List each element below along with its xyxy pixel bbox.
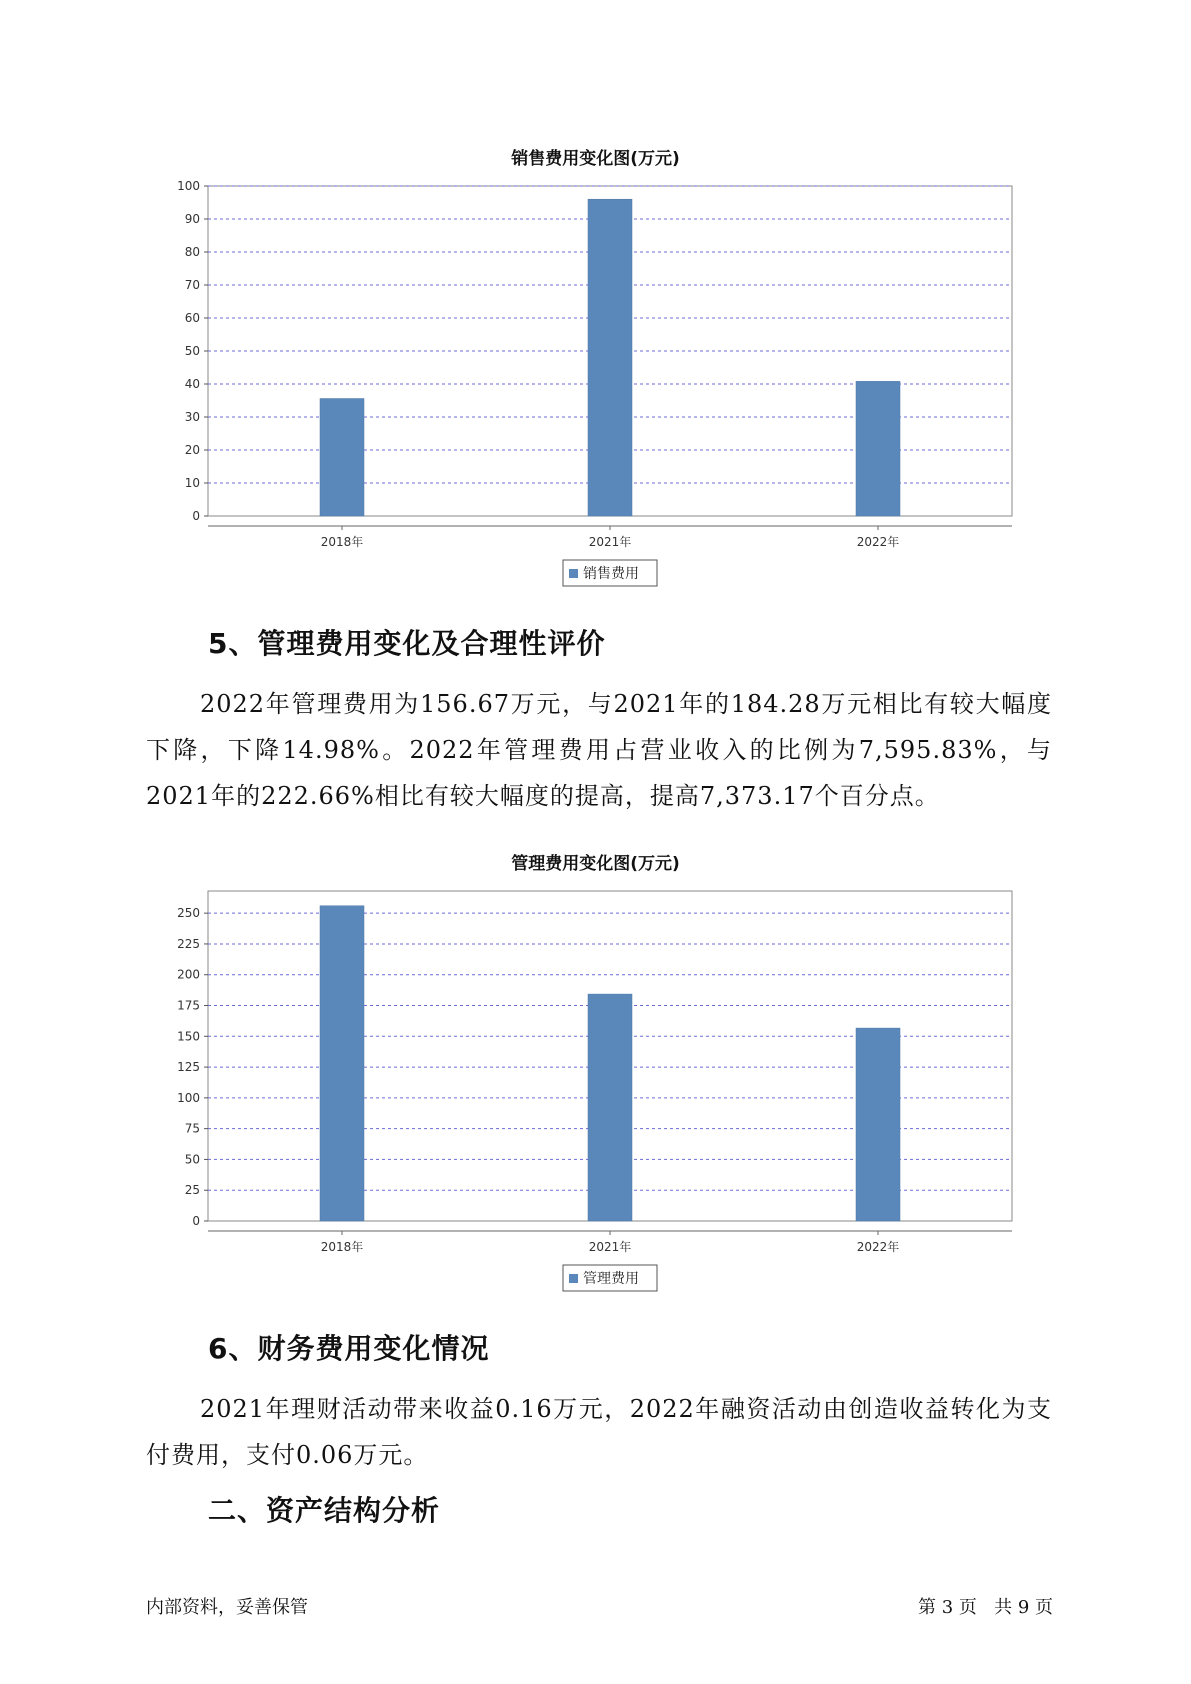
y-tick-label: 50 — [184, 1152, 200, 1167]
y-tick-label: 50 — [184, 344, 200, 358]
bar-2018年 — [320, 906, 364, 1221]
admin-expense-chart — [0, 875, 1191, 1295]
y-tick-label: 100 — [177, 1090, 200, 1105]
bar-2022年 — [856, 381, 900, 516]
legend-label: 管理费用 — [583, 1271, 639, 1287]
section-6-heading: 6、财务费用变化情况 — [208, 1332, 490, 1365]
footer-page-number: 第 3 页 共 9 页 — [918, 1597, 1053, 1618]
y-tick-label: 70 — [184, 278, 200, 292]
bar-2021年 — [588, 994, 632, 1221]
x-tick-label: 2022年 — [856, 535, 900, 549]
sales-expense-chart — [0, 170, 1191, 590]
bar-2021年 — [588, 199, 632, 516]
admin-expense-chart-title: 管理费用变化图(万元) — [511, 854, 680, 874]
section-5-heading: 5、管理费用变化及合理性评价 — [208, 627, 606, 660]
legend-swatch — [569, 569, 578, 578]
y-tick-label: 125 — [177, 1060, 200, 1075]
legend-label: 销售费用 — [583, 566, 639, 582]
bar-2022年 — [856, 1028, 900, 1221]
x-tick-label: 2021年 — [588, 535, 632, 549]
y-tick-label: 90 — [184, 212, 200, 226]
section-two-heading: 二、资产结构分析 — [208, 1494, 441, 1527]
y-tick-label: 0 — [192, 509, 200, 523]
y-tick-label: 100 — [177, 179, 200, 193]
x-tick-label: 2018年 — [320, 1240, 364, 1254]
y-tick-label: 25 — [184, 1183, 200, 1198]
footer-confidential-note: 内部资料，妥善保管 — [146, 1597, 308, 1618]
x-tick-label: 2021年 — [588, 1240, 632, 1254]
x-tick-label: 2022年 — [856, 1240, 900, 1254]
legend-swatch — [569, 1274, 578, 1283]
x-tick-label: 2018年 — [320, 535, 364, 549]
y-tick-label: 30 — [184, 410, 200, 424]
section-6-paragraph: 2021年理财活动带来收益0.16万元，2022年融资活动由创造收益转化为支付费用，支付0.06万元。 — [146, 1395, 1052, 1469]
y-tick-label: 20 — [184, 443, 200, 457]
sales-expense-chart-title: 销售费用变化图(万元) — [511, 149, 680, 169]
y-tick-label: 250 — [177, 906, 200, 921]
y-tick-label: 175 — [177, 998, 200, 1013]
y-tick-label: 40 — [184, 377, 200, 391]
y-tick-label: 225 — [177, 936, 200, 951]
bar-2018年 — [320, 399, 364, 516]
y-tick-label: 200 — [177, 967, 200, 982]
section-5-paragraph: 2022年管理费用为156.67万元，与2021年的184.28万元相比有较大幅度下降，下降14.98%。2022年管理费用占营业收入的比例为7,595.83%，与2021年的222.66%相比有较大幅度的提高，提高7,373.17个百分点。 — [146, 690, 1052, 810]
y-tick-label: 10 — [184, 476, 200, 490]
y-tick-label: 80 — [184, 245, 200, 259]
y-tick-label: 60 — [184, 311, 200, 325]
y-tick-label: 75 — [184, 1121, 200, 1136]
y-tick-label: 150 — [177, 1029, 200, 1044]
y-tick-label: 0 — [192, 1214, 200, 1228]
